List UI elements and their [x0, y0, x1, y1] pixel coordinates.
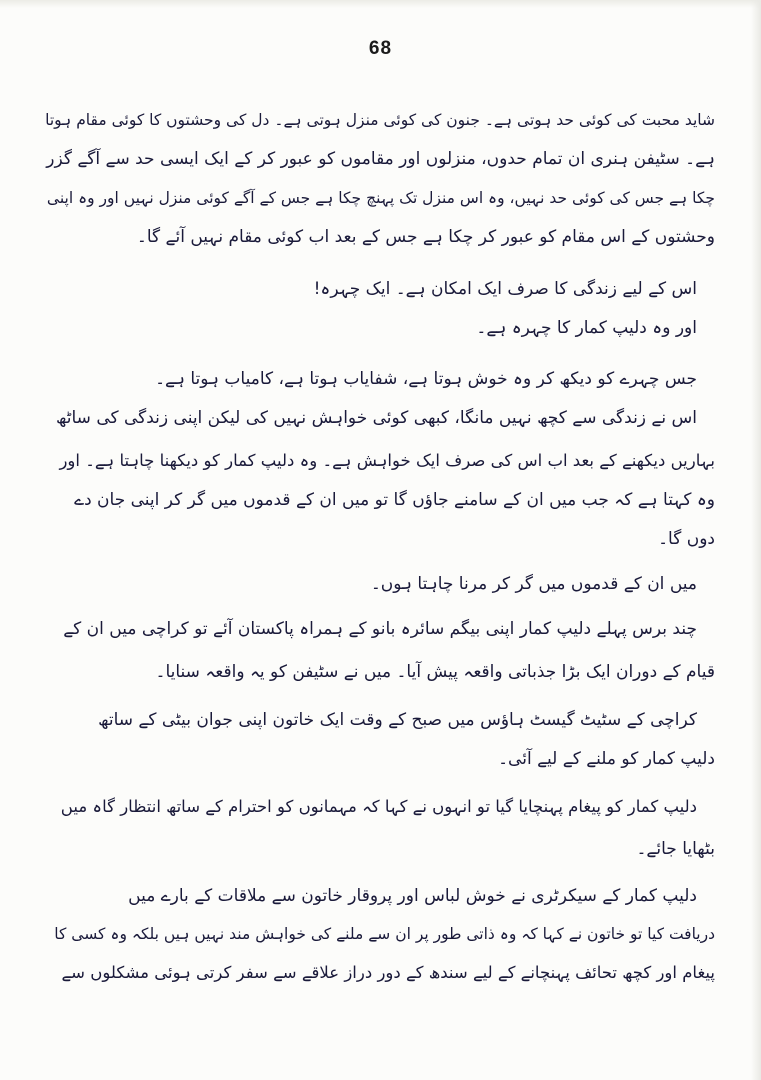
- text-line: دریافت کیا تو خاتون نے کہا کہ وہ ذاتی طور پر ان سے ملنے کی خواہش مند نہیں ہیں بلکہ وہ کسی کا: [54, 925, 715, 943]
- text-line: اس نے زندگی سے کچھ نہیں مانگا، کبھی کوئی خواہش نہیں کی لیکن اپنی زندگی کی ساٹھ: [56, 408, 697, 428]
- body-text: [43, 0, 715, 1080]
- text-line: بہاریں دیکھنے کے بعد اب اس کی صرف ایک خواہش ہے۔ وہ دلیپ کمار کو دیکھنا چاہتا ہے۔ اور: [59, 451, 715, 470]
- scan-shadow-edge: [751, 0, 761, 1080]
- text-line: اس کے لیے زندگی کا صرف ایک امکان ہے۔ ایک چہرہ!: [313, 279, 697, 299]
- text-line: دلیپ کمار کو پیغام پہنچایا گیا تو انہوں نے کہا کہ مہمانوں کو احترام کے ساتھ انتظار گاہ میں: [60, 797, 697, 816]
- text-line: قیام کے دوران ایک بڑا جذباتی واقعہ پیش آیا۔ میں نے سٹیفن کو یہ واقعہ سنایا۔: [155, 662, 715, 682]
- text-line: وحشتوں کے اس مقام کو عبور کر چکا ہے جس کے بعد اب کوئی مقام نہیں آئے گا۔: [136, 227, 715, 247]
- text-line: میں ان کے قدموں میں گر کر مرنا چاہتا ہوں۔: [370, 574, 697, 594]
- page-number: 68: [368, 38, 393, 59]
- text-line: ہے۔ سٹیفن ہنری ان تمام حدوں، منزلوں اور مقاموں کو عبور کر کے ایک ایسی حد سے آگے گزر: [46, 149, 715, 169]
- text-line: چکا ہے جس کی کوئی حد نہیں، وہ اس منزل تک پہنچ چکا ہے جس کے آگے کوئی منزل نہیں اور وہ اپنی: [46, 189, 715, 207]
- text-line: دلیپ کمار کو ملنے کے لیے آئی۔: [498, 749, 715, 769]
- text-line: اور وہ دلیپ کمار کا چہرہ ہے۔: [476, 318, 697, 338]
- text-line: بٹھایا جائے۔: [636, 839, 715, 859]
- text-line: وہ کہتا ہے کہ جب میں ان کے سامنے جاؤں گا تو میں ان کے قدموں میں گر کر اپنی جان دے: [74, 490, 715, 510]
- text-line: شاید محبت کی کوئی حد ہوتی ہے۔ جنون کی کوئی منزل ہوتی ہے۔ دل کی وحشتوں کا کوئی مقام ہوتا: [45, 111, 715, 129]
- text-line: دوں گا۔: [658, 529, 715, 549]
- text-line: جس چہرے کو دیکھ کر وہ خوش ہوتا ہے، شفایاب ہوتا ہے، کامیاب ہوتا ہے۔: [155, 369, 697, 389]
- text-line: پیغام اور کچھ تحائف پہنچانے کے لیے سندھ کے دور دراز علاقے سے سفر کرتی ہوئی مشکلوں سے: [61, 963, 715, 982]
- text-line: چند برس پہلے دلیپ کمار اپنی بیگم سائرہ بانو کے ہمراہ پاکستان آئے تو کراچی میں ان کے: [63, 619, 697, 639]
- text-line: کراچی کے سٹیٹ گیسٹ ہاؤس میں صبح کے وقت ایک خاتون اپنی جوان بیٹی کے ساتھ: [98, 710, 697, 730]
- text-line: دلیپ کمار کے سیکرٹری نے خوش لباس اور پروقار خاتون سے ملاقات کے بارے میں: [128, 886, 697, 906]
